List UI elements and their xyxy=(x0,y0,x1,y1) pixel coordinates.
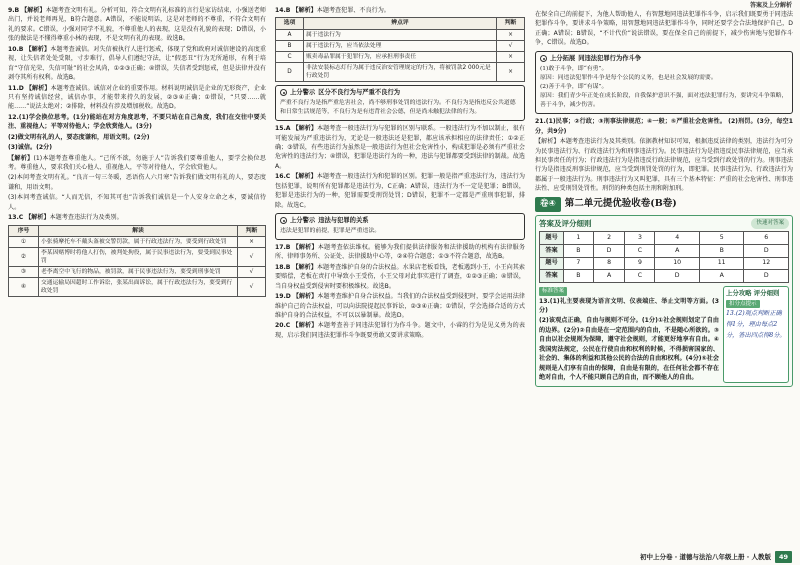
table-header: 解读 xyxy=(39,225,238,236)
q14: 14.B 【解析】本题考查犯罪、不良行为。 xyxy=(275,7,390,14)
warning-icon xyxy=(280,89,287,96)
tip-title: 上分警示 xyxy=(290,89,316,97)
answer-table xyxy=(539,231,789,283)
tip-box-1 xyxy=(275,85,525,121)
tip-body: 违法是犯罪的前提，犯罪是严重违法。 xyxy=(280,227,381,234)
q19: 19.D 【解析】本题考查维护自身合法权益。当我们的合法权益受到侵犯时，要学会运用法律维护自己的合法权益，可以向法院提起民事诉讼，②③④正确；①错误，学会选择合适的方式维护自身的合法权益，不可以以暴制暴。故选D。 xyxy=(275,293,526,320)
table-row: 题号 7 8 9 10 11 12 xyxy=(540,257,789,270)
table-row: ① 小张骑摩托车不戴头盔被交警罚款，属于行政违法行为，要受到行政处罚 × xyxy=(9,236,266,247)
q13: 13.C 【解析】本题考查违法行为及类别。 xyxy=(8,214,123,222)
footer-text: 初中上分卷 · 道德与法治八年级上册 · 人教版 xyxy=(639,552,771,561)
answer-card-pill: 快速对答案 xyxy=(751,218,789,229)
page-number: 49 xyxy=(775,551,792,563)
column-right xyxy=(535,10,793,387)
table-row: C 贩卖毒品罪属于犯罪行为，应承担刑事责任 × xyxy=(276,51,525,62)
q18: 18.B 【解析】本题考查维护自身的合法权益。水果店老板看钱，老板遇到小王，小王向其索要赔偿，老板在责打中导致小王受伤，小王父母对此事实进行了调查，①②③正确；④错误，当自身权益受到侵害时要积极维权。故选B。 xyxy=(275,263,526,290)
tip-box-3 xyxy=(535,51,793,114)
q21: 21.(1)民事；②行政；③刑事法律规范；④一般；⑤严重社会危害性。 (2)刑罚。(3分，每空1分，共9分) xyxy=(535,118,794,135)
q12-1: 12.(1)学会换位思考。(1分)能站在对方角度思考，不要只站在自己角度，我们在交往中要关注、重视他人；平等对待他人；学会欣赏他人。(3分) xyxy=(8,113,266,131)
standard-answer-tag: 标准答案 xyxy=(539,287,567,296)
scoring-title: 上分攻略 xyxy=(726,289,752,298)
scoring-subtitle: 评分细则 xyxy=(753,289,780,298)
q12-analysis-3: (3)本问考查诚信。“人而无信，不知其可也”告诉我们诚信是一个人安身立命之本，要诚信待人。 xyxy=(8,194,266,211)
expand-icon xyxy=(540,55,547,62)
scoring-sidebar xyxy=(723,286,789,383)
table-header: 序号 xyxy=(9,225,39,236)
tip-line: 原因：我们青少年正处在成长阶段，自我保护意识不强，面对违法犯罪行为，要讲究斗争策略，善于斗争，减少伤害。 xyxy=(540,92,788,109)
table-row: ② 李某因赌博时将他人打伤，被判处拘役，属于民事违法行为，要受到民事处罚 √ xyxy=(9,247,266,266)
table-row: A 属于违法行为 × xyxy=(276,29,525,40)
table-row: ④ 交通运输局因超时工作诉讼，张某出面诉讼，属于行政违法行为，要受到行政处罚 √ xyxy=(9,278,266,297)
q16: 16.C 【解析】本题考查一般违法行为和犯罪的区别。犯罪一般是指严重违法行为，违法行为包括犯罪，说明所有犯罪都是违法行为，C正确；A错误，违法行为不一定是犯罪；B错误，犯罪是违法行为的一种，犯罪需要受刑罚处罚；D错误，犯罪不一定都是严重刑事犯罪，排除。故选C。 xyxy=(275,173,526,209)
table-row: ③ 老李离空中飞行的物品，被罚款，属于民事违法行为，要受到刑事处罚 √ xyxy=(9,267,266,278)
handwritten-note: 13.(2)观点判断正确得1分，理由每点2分，答出四点得8分。 xyxy=(726,310,786,339)
table-header: 辨点评 xyxy=(304,18,497,29)
tip-line: 原因：同违法犯罪作斗争是每个公民的义务，也是社会发展的需要。 xyxy=(540,74,717,81)
table-row: 答案 B D C A B D xyxy=(540,245,789,258)
q13-answer-1: 13.(1)礼主要表现为语言文明、仪表端庄、举止文明等方面。(3分) xyxy=(539,297,719,314)
table-header: 判断 xyxy=(238,225,266,236)
page-header: 答案及上分解析 xyxy=(749,2,792,9)
table-row: D 非法安装标志灯行为属于违反治安管理规定的行为，将被罚款2 000元是行政处罚 × xyxy=(276,62,525,81)
answer-card-title: 答案及评分细则 xyxy=(539,218,592,228)
tip-title: 上分拓展 xyxy=(550,54,576,62)
q11: 11.D 【解析】本题考查诚信。诚信对企业的重要作用。材料说明诚信是企业的无形资产，企业只有坚持诚信经营，诚信办事，才能带来持久的发展，②③④正确；①错误，“只要……就能……”说法太绝对；②排除，材料没有涉及增加税收。故选D。 xyxy=(8,84,267,111)
column-middle xyxy=(275,6,525,341)
table-row: 答案 B A C D A D xyxy=(540,270,789,283)
section-badge: 卷④ xyxy=(535,197,561,212)
answer-card xyxy=(535,215,793,388)
table-header: 判断 xyxy=(497,18,525,29)
q20-continued: 在保全自己的前提下，为他人帮助他人，有智慧地同违法犯罪作斗争，启示我们既要勇于同违法犯罪作斗争，要讲求斗争策略，用智慧地同违法犯罪作斗争，同时还要学会合法地保护自己，D正确；A错误；B错误，“不计代价”说法错误，要在保全自己的前提下，减少伤害地与犯罪作斗争，C错误。故选D。 xyxy=(535,11,793,47)
q10: 10.B 【解析】本题考查诚信。对失信被执行人进行惩戒，体现了党和政府对诚信建设的高度重视，让失信者处处受限，寸步难行，倡导人们遵纪守法，让“假恶丑”行为无所遁形，有利于培育“守信光荣、失信可耻”的社会风尚，①②③正确；④错误，失信者受到惩戒，但是法律并没有剥夺其所有权利。故选B。 xyxy=(8,45,267,82)
table-row: B 属于违法行为，应当依法处理 √ xyxy=(276,40,525,51)
column-left xyxy=(8,6,266,300)
section-header xyxy=(535,197,793,213)
tip-subtitle: 违法与犯罪的关系 xyxy=(318,217,369,225)
q20: 20.C 【解析】本题考查善于同违法犯罪行为作斗争。题文中，小睿的行为是见义勇为的表现，启示我们同违法犯罪作斗争既要勇敢又要讲求策略。 xyxy=(275,322,526,339)
page-footer xyxy=(640,551,792,563)
q12-analysis-1: 【解析】(1)本题考查尊重他人。“己所不欲，勿施于人”告诉我们要尊重他人，要学会换位思考。尊重他人，要求我们关心他人、重视他人，平等对待他人，学会欣赏他人。 xyxy=(8,154,266,171)
tip-subtitle: 区分不良行为与严重不良行为 xyxy=(318,89,401,97)
tip-body: 严重不良行为是指严重危害社会，尚不够刑事处罚的违法行为。不良行为是指违反公共道德和日常生活规范等，不良行为是有违背社会公德，但是尚未触犯法律的行为。 xyxy=(280,99,516,115)
q21-analysis: 【解析】本题考查违法行为及其类别。依据教材知识可知，根据违反法律的类别，违法行为可分为民事违法行为、行政违法行为和刑事违法行为。民事违法行为是指违反民事法律规范，应当承担民事责任的行为；行政违法行为是指违反行政法律规范，应当受到行政处罚的行为。刑事违法行为是指违反刑事法律规范，应当受到刑罚处罚的行为，即犯罪。民事违法行为、行政违法行为都属于一般违法行为。刑事违法行为又叫犯罪，具有三个基本特征：严重的社会危害性、刑事违法性、应受刑罚处罚性。刑罚的种类包括主刑和附加刑。 xyxy=(535,138,793,193)
q17: 17.B 【解析】本题考查依法维权。能够为我们提供法律服务和法律援助的机构有法律服务所、律师事务所、公证处、法律援助中心等，②④符合题意；①③不符合题意，故选B。 xyxy=(275,243,526,261)
table-row: 题号 1 2 3 4 5 6 xyxy=(540,232,789,245)
q9: 9.B 【解析】本题考查文明有礼。分析可知，符合文明有礼标准的言行是家访结束，小强送老师出门，并说老师再见，B符合题意。A错误，不能说明话，这是对老师的不尊重，不符合文明有礼的要求。C错误，小强对同学不礼貌，不尊重他人的表现，这是没有礼貌的表现；D错误，小张的做法是不懂得尊重小林的表现，不是文明有礼的表现。故选B。 xyxy=(8,7,267,43)
tip-line: (2)善于斗争，即“有谋”。 xyxy=(540,83,608,90)
q12-2: (2)做文明有礼的人，要态度谦和，用语文明。(2分) xyxy=(8,133,150,141)
q13-table xyxy=(8,225,266,298)
deduction-tag: 扣分点提示 xyxy=(726,300,760,309)
q15: 15.A 【解析】本题考查一般违法行为与犯罪的区别与联系。一般违法行为不加以制止，很有可能发展为严重违法行为，无论是一般违法还是犯罪，都应该承担相应的法律责任；①②正确；③错误，有些违法行为虽然是一般违法行为但社会危害性小，构成犯罪是必须有严重社会危害性的违法行为；④错误，犯罪是违法行为的一种，违法与犯罪都要受到法律的制裁。故选A。 xyxy=(275,125,526,170)
q12-analysis-2: (2)本问考查文明有礼。“良言一句三冬暖，恶语伤人六月寒”告诉我们做文明有礼的人，要态度谦和，用语文明。 xyxy=(8,174,266,191)
q14-table xyxy=(275,17,525,82)
q12-3: (3)诚信。(2分) xyxy=(8,144,52,152)
tip-box-2 xyxy=(275,213,525,240)
warning-icon xyxy=(280,217,287,224)
table-header: 选项 xyxy=(276,18,304,29)
section-title: 第二单元提优验收卷(B卷) xyxy=(564,198,677,210)
tip-line: (1)敢于斗争，即“有勇”。 xyxy=(540,65,608,72)
tip-subtitle: 同违法犯罪行为作斗争 xyxy=(578,54,642,62)
tip-title: 上分警示 xyxy=(290,217,316,225)
q13-answer-2: (2)该观点正确，自由与规则不可分。(1分)①社会规则划定了自由的边界。(2分)②自由是在一定范围内的自由，不是随心所欲的。③自由以社会规则为保障，遵守社会规则，才能更好地享有自由。④我国宪法规定，公民在行使自由和权利的时候，不得损害国家的、社会的、集体的利益和其他公民的合法的自由和权利。(4分)⑤社会规则是人们享有自由的保障，自由是有限的，在任何社会都不存在绝对自由，个人不能只顾自己的自由，而不顾他人的自由。 xyxy=(539,317,719,382)
